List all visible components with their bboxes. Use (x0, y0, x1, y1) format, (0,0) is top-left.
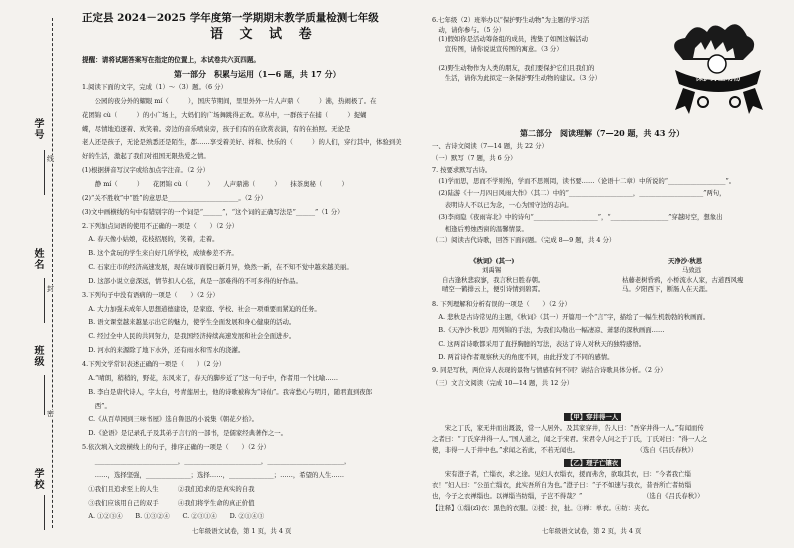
q6-line: (2)野生动物作为人类的朋友，我们要保护它们且我们的 (432, 64, 595, 72)
seal-char-feng: 封 (47, 285, 54, 293)
part1-question-line: D. 这部小说立意深远，情节扣人心弦，真是一部难得的不可多得的好作品。 (82, 276, 302, 285)
part1-question-line: 5.依次填入文段横线上的句子，排序正确的一项是（ ）（2 分） (82, 443, 270, 452)
q6-line: 动，请你参与。（5 分） (432, 25, 506, 34)
part1-heading: 第一部分 积累与运用（1—6 题，共 17 分） (174, 69, 341, 79)
school-field[interactable] (44, 495, 45, 530)
part1-question-line: 好的生活，激起了我们对祖国无限热爱之情。 (82, 152, 210, 161)
passage-a-line: 之者曰：“丁氏穿井得一人。”国人道之，闻之于宋君。宋君令人问之于丁氏，丁氏对曰：“得一人之 (432, 435, 708, 444)
q6-line: 生活，请你为此拟定一条保护野生动物的建议。（3 分） (432, 73, 602, 82)
q7-line: 一、古诗文阅读（7—14 题，共 22 分） (432, 142, 548, 150)
poem1-line1: 自古逢秋悲寂寥，我言秋日胜春朝。 (442, 276, 545, 284)
q8-q10-line: D. 两首诗作者观察秋天的角度不同，由此抒发了不同的感情。 (432, 352, 614, 361)
q8-q10-line: （三）文言文阅读（完成 10—14 题，共 12 分） (432, 379, 574, 388)
part1-question-line: 静 mí（ ） 花团锦 cù（ ） 人声鼎沸（ ） 抹茶奥秘（ ） (82, 179, 348, 188)
q7-line: （一）默写（7 题，共 6 分） (432, 153, 517, 162)
part1-question-line: 4.下列文学常识表述正确的一项是（ ）（2 分） (82, 360, 226, 368)
part1-question-line: 公园的夜分外的耀眼 mí（ ），国庆节期间，里里外外一片人声鼎（ ）沸，热闹极了。在 (82, 96, 377, 105)
exam-subtitle: 语 文 试 卷 (210, 27, 318, 42)
part1-question-line: 2.下列加点词语的使用不正确的一项是（ ）（2 分） (82, 221, 238, 230)
poem1-title: 《秋词》(其一) (470, 257, 515, 265)
part1-question-line: 3.下列句子中没有语病的一项是（ ）（2 分） (82, 290, 219, 299)
page-2 (432, 0, 780, 548)
passage-b-heading: 【乙】理子亡镶衣 (564, 459, 621, 467)
emblem-globe-icon (708, 55, 726, 73)
part1-question-line: 蝶，尽情地追逐着、欢笑着。旁边的音乐喷泉旁，孩子们有的在欣赏表演，有的在拍照。无论是 (82, 124, 351, 133)
class-label: 班级 (32, 345, 43, 367)
q8-q10-line: A. 悲秋是古诗常见的主题，《秋词》（其一）开篇用一个“言”字，描绘了一幅生机勃勃的秋画面。 (432, 313, 710, 322)
student-id-label: 学号 (32, 118, 43, 140)
part1-question-line: C.《从百草园到三味书屋》选自鲁迅的小说集《朝花夕拾》。 (82, 415, 259, 424)
exam-title: 正定县 2024－2025 学年度第一学期期末教学质量检测七年级 (82, 12, 379, 24)
part1-question-line: __________________________，________________________，________________________， (82, 456, 351, 465)
part1-question-line: ③我们应该用自己的双手 ④我们将学生命的真正价值 (82, 498, 255, 507)
passage-b-line: 【注释】①缁(zī)衣：黑色的衣服。②援：拉，扯。③禅：单衣。④纺：夹衣。 (432, 503, 654, 512)
part1-question-line: 1.阅读下面的文字，完成（1）～（3）题。（6 分） (82, 83, 227, 91)
poem1-line2: 晴空一鹤排云上，便引诗情到碧霄。 (442, 285, 545, 293)
part1-question-line: 老人还是孩子，无论是熟悉还是陌生，都……享受着美好、祥和、快乐的（ ）的人们，穿行其中，体验到美 (82, 138, 402, 147)
q6-line: 宣传图，请你说说宣传图的寓意。（3 分） (432, 44, 563, 53)
passage-b-line: 宋有澄子者，亡缁衣，求之途。见妇人衣缁衣，援而弗舍，欲取其衣，曰：“今者我亡缁 (432, 470, 691, 478)
emblem-hand-icon-2 (730, 97, 740, 107)
poem2-line1: 枯藤老树昏鸦，小桥流水人家，古道西风瘦 (622, 276, 744, 284)
part1-question-line: B. 李白是唐代诗人，字太白，号青莲居士，他的诗歌被称为“诗仙”。我寄愁心与明月，随君直到夜郎 (82, 387, 373, 396)
part1-question-line: (2)“关不胜收”中“胜”的意思是______________________。（2 分） (82, 193, 267, 202)
q7-line: (3)李商隐《夜雨寄北》中的诗句“____________________”，“__________________”穿越时空，想象出 (432, 212, 723, 221)
wildlife-protection-emblem (665, 18, 773, 114)
part1-question-line: ①我们且追求至上的人生 ②我们追求的是真实的自我 (82, 484, 255, 493)
part1-question-line: D. 河水的来源除了地下水外，还有雨水和雪水的浇灌。 (82, 346, 245, 355)
part1-question-line: A. 大力加强未成年人思想道德建设，是家庭、学校、社会一项重要而紧迫的任务。 (82, 304, 321, 313)
q7-line: (2)陆游《十一月四日风雨大作》（其二）中的“____________________，____________________”两句， (432, 189, 726, 198)
q6-line: 6.七年级（2）班举办以“保护野生动物”为主题的学习活 (432, 16, 590, 24)
poem2-title: 天净沙·秋思 (668, 257, 703, 265)
part1-question-line: 花团锦 cù（ ）的小广场上，大妈们的广场舞跳得正欢。草丛中，一群孩子在捕（ ）捉蝴 (82, 110, 367, 119)
part1-question-line: A. 春天像小姑娘，花枝招展的，笑着，走着。 (82, 235, 219, 244)
part1-question-line: C. 石家庄市的经济高速发展，现在城市面貌日新月异，焕然一新，在不知不觉中越来越美丽。 (82, 263, 353, 272)
q6-line: (1)假如你是活动筹备组的成员，搜集了如图这幅活动 (432, 35, 589, 44)
part1-question-line: A.“晴朗，稍稍的，野花，东风来了，春天的脚步近了”这一句子中，作者用一个比喻…… (82, 373, 339, 382)
q7-line: 表明诗人不以已为念，一心为国守边的志向。 (432, 201, 573, 209)
part1-question-line: A. ①②③④ B. ①③②④ C. ②③①④ D. ②①④③ (82, 512, 265, 521)
q7-line: 7. 按要求默写古诗。 (432, 165, 492, 174)
page-1-footer: 七年级语文试卷，第 1 页，共 4 页 (192, 527, 292, 535)
passage-b-line: 衣！”妇人曰：“公虽亡缁衣，此实吾所自为也。”澄子曰：“子不如速与我衣，昔吾所亡者纺缁 (432, 481, 692, 490)
passage-a-line: 宋之丁氏，家无井而出溉汲，常一人居外。及其家穿井，告人曰：“吾穿井得一人。”有闻而传 (432, 424, 704, 432)
part1-question-line: 西”。 (82, 401, 111, 410)
school-label: 学校 (32, 468, 43, 490)
poem2-line2: 马。夕阳西下，断肠人在天涯。 (622, 285, 712, 293)
poem1-author: 刘禹锡 (482, 266, 502, 274)
part1-question-line: B. 这个贪玩的学生来自好几所学校，成绩参差不齐。 (82, 249, 238, 258)
student-id-field[interactable] (44, 150, 45, 195)
q7-line: （二）阅读古代诗歌，回答下面问题。（完成 8—9 题，共 4 分） (432, 236, 616, 245)
page-2-footer: 七年级语文试卷，第 2 页，共 4 页 (542, 527, 642, 535)
passage-a-line: 使，非得一人于井中也。”求闻之若此，不若无闻也。 （选自《吕氏春秋》） (432, 446, 698, 455)
part1-question-line: D.《论语》是记录孔子及其弟子言行的一部书，是儒家经典著作之一。 (82, 429, 288, 438)
student-name-label: 姓名 (32, 248, 43, 270)
seal-char-mi: 密 (47, 410, 54, 418)
q7-line: 相逢后剪烛西窗的温馨情景。 (432, 224, 528, 233)
q8-q10-line: B.《天净沙·秋思》用列锦的手法，为我们勾勒出一幅凄凉、萧瑟的深秋画面…… (432, 326, 665, 335)
part1-question-line: ……，选择坚强，______________；选择……，______________；……，希望的人生…… (82, 470, 345, 479)
class-field[interactable] (44, 375, 45, 415)
part2-heading: 第二部分 阅读理解（7—20 题，共 43 分） (520, 128, 685, 138)
part1-question-line: (3)文中画横线的句中有错别字的一个词是“______”，“这个词的正确写法是”______”（1 分） (82, 207, 344, 216)
q8-q10-line: C. 这两首诗歌都采用了直抒胸臆的写法，表达了诗人对秋天的独特感悟。 (432, 339, 646, 348)
emblem-hand-icon (698, 97, 708, 107)
q7-line: (1)学而思，思而不学则殆，学而不思则罔，读书要……（论语十二章）中所说的“__________________”。 (432, 177, 736, 186)
page-1 (82, 0, 417, 548)
poem2-author: 马致远 (682, 266, 702, 274)
part1-question-line: B. 语文课堂越来越显示出它的魅力，使学生全面发展和身心健康的活动。 (82, 318, 296, 327)
q8-q10-line: 9. 同是写秋，两位诗人表现的景物与情感有何不同？请结合诗歌具体分析。（2 分） (432, 366, 667, 374)
part1-question-line: C. 经过全中人民的共同努力，是我国经济持续高速发展和社会全面进步。 (82, 332, 296, 341)
binding-margin (0, 0, 62, 548)
seal-line (52, 18, 53, 528)
student-name-field[interactable] (44, 278, 45, 323)
passage-b-line: 也，今子之衣禅缁也。以禅缁当纺缁，子岂不得哉？” （选自《吕氏春秋》） (432, 492, 704, 501)
q8-q10-line: 8. 下列理解和分析有误的一项是（ ）（2 分） (432, 300, 571, 308)
emblem-ribbon-text: 保护野生动物 (695, 73, 741, 82)
passage-a-heading: 【甲】穿井得一人 (564, 413, 621, 421)
exam-notice: 提醒：请将试题答案写在指定的位置上，本试卷共六页四题。 (82, 56, 261, 64)
part1-question-line: (1)根据拼音写汉字或给加点字注音。（2 分） (82, 166, 209, 175)
seal-char-xian: 线 (47, 155, 54, 163)
